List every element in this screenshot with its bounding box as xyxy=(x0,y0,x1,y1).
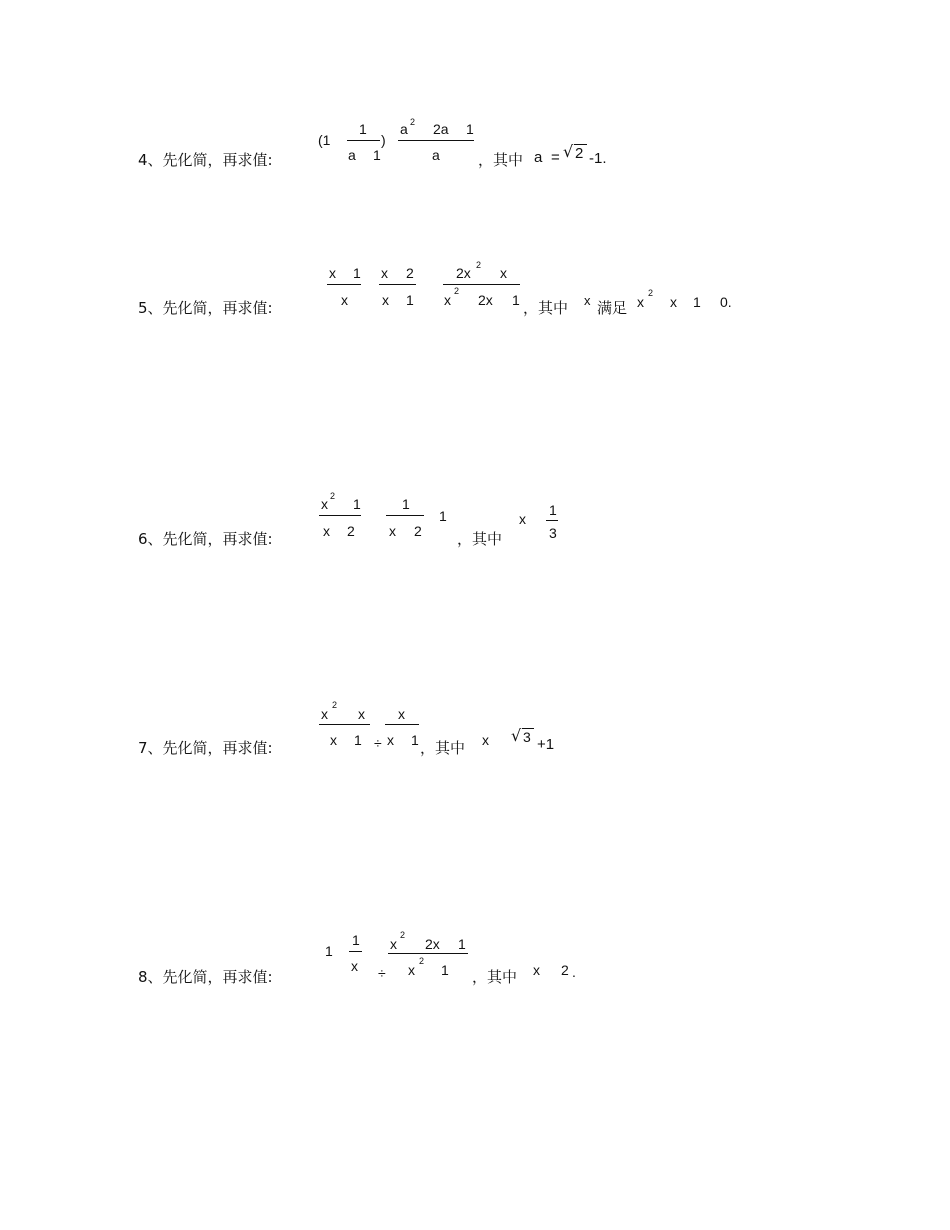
math-token: ) xyxy=(381,132,386,148)
problem-label: 4、先化简，再求值: xyxy=(138,151,273,169)
fraction-bar xyxy=(319,724,370,725)
math-token: 3 xyxy=(549,525,557,541)
math-token: 1 xyxy=(441,962,449,978)
math-token: x xyxy=(321,496,328,512)
math-token: 2 xyxy=(406,265,414,281)
math-token: x xyxy=(670,294,677,310)
math-token: x xyxy=(519,511,526,527)
math-token: 0. xyxy=(720,294,732,310)
math-token: -1. xyxy=(589,150,607,167)
math-token: x xyxy=(321,706,328,722)
math-token: x xyxy=(398,706,405,722)
math-token: 1 xyxy=(353,265,361,281)
sqrt-icon: √ xyxy=(563,142,574,161)
math-token: 1 xyxy=(325,943,333,959)
math-token: 1 xyxy=(512,292,520,308)
fraction-bar xyxy=(379,284,416,285)
math-token: 2x xyxy=(478,292,493,308)
math-token: 1 xyxy=(411,732,419,748)
exponent: 2 xyxy=(476,260,482,270)
math-token: x xyxy=(358,706,365,722)
math-token: x xyxy=(408,962,415,978)
condition-prefix: ，其中 xyxy=(420,739,466,757)
math-token: 1 xyxy=(352,932,360,948)
exponent: 2 xyxy=(400,930,406,940)
math-token: 2x xyxy=(425,936,440,952)
math-token: 1 xyxy=(693,294,701,310)
math-token: x xyxy=(330,732,337,748)
math-token: x xyxy=(389,523,396,539)
math-token: 2 xyxy=(347,523,355,539)
math-token: 3 xyxy=(523,729,531,745)
math-token: x xyxy=(381,265,388,281)
math-token: x xyxy=(387,732,394,748)
math-token: 1 xyxy=(373,147,381,163)
condition-prefix: ，其中 xyxy=(472,968,518,986)
math-token: 1 xyxy=(466,121,474,137)
fraction-bar xyxy=(388,953,468,954)
math-token: 2 xyxy=(561,962,569,978)
fraction-bar xyxy=(347,140,380,141)
math-token: a xyxy=(400,121,408,137)
fraction-bar xyxy=(443,284,520,285)
exponent: 2 xyxy=(454,286,460,296)
math-token: +1 xyxy=(537,736,555,753)
math-token: x xyxy=(482,732,489,748)
math-token: 1 xyxy=(406,292,414,308)
condition-prefix: ，其中 xyxy=(523,299,569,317)
division-sign: ÷ xyxy=(374,735,382,751)
exponent: 2 xyxy=(410,117,416,127)
math-token: 1 xyxy=(549,502,557,518)
division-sign: ÷ xyxy=(378,965,386,981)
math-token: x xyxy=(382,292,389,308)
exponent: 2 xyxy=(330,491,336,501)
math-token: x xyxy=(444,292,451,308)
condition-text: 满足 xyxy=(597,299,628,317)
math-token: a xyxy=(348,147,356,163)
fraction-bar xyxy=(349,951,362,952)
fraction-bar xyxy=(327,284,361,285)
math-token: 2a xyxy=(433,121,449,137)
math-token: x xyxy=(341,292,348,308)
math-token: x xyxy=(323,523,330,539)
math-token: = xyxy=(551,149,560,166)
problem-label: 6、先化简，再求值: xyxy=(138,530,273,548)
exponent: 2 xyxy=(332,700,338,710)
condition-prefix: ，其中 xyxy=(478,151,524,169)
math-token: x xyxy=(584,293,591,308)
math-token: x xyxy=(351,958,358,974)
math-token: x xyxy=(329,265,336,281)
math-token: 1 xyxy=(353,496,361,512)
math-token: 1 xyxy=(458,936,466,952)
math-token: 2x xyxy=(456,265,471,281)
math-token: x xyxy=(533,962,540,978)
exponent: 2 xyxy=(419,956,425,966)
problem-label: 8、先化简，再求值: xyxy=(138,968,273,986)
math-token: 1 xyxy=(359,121,367,137)
math-token: (1 xyxy=(318,132,331,148)
fraction-bar xyxy=(386,515,424,516)
math-token: 2 xyxy=(575,145,584,162)
problem-label: 7、先化简，再求值: xyxy=(138,739,273,757)
condition-prefix: ，其中 xyxy=(457,530,503,548)
math-token: x xyxy=(637,294,644,310)
math-token: x xyxy=(390,936,397,952)
fraction-bar xyxy=(319,515,361,516)
math-token: a xyxy=(432,147,440,163)
problem-label: 5、先化简，再求值: xyxy=(138,299,273,317)
math-token: 2 xyxy=(414,523,422,539)
math-token: 1 xyxy=(354,732,362,748)
fraction-bar xyxy=(546,520,558,521)
fraction-bar xyxy=(398,140,474,141)
math-token: a xyxy=(534,149,543,166)
exponent: 2 xyxy=(648,288,654,298)
math-token: 1 xyxy=(439,508,447,524)
sqrt-icon: √ xyxy=(511,726,522,745)
fraction-bar xyxy=(385,724,419,725)
math-token: 1 xyxy=(402,496,410,512)
math-token: x xyxy=(500,265,507,281)
math-token: . xyxy=(572,964,576,980)
